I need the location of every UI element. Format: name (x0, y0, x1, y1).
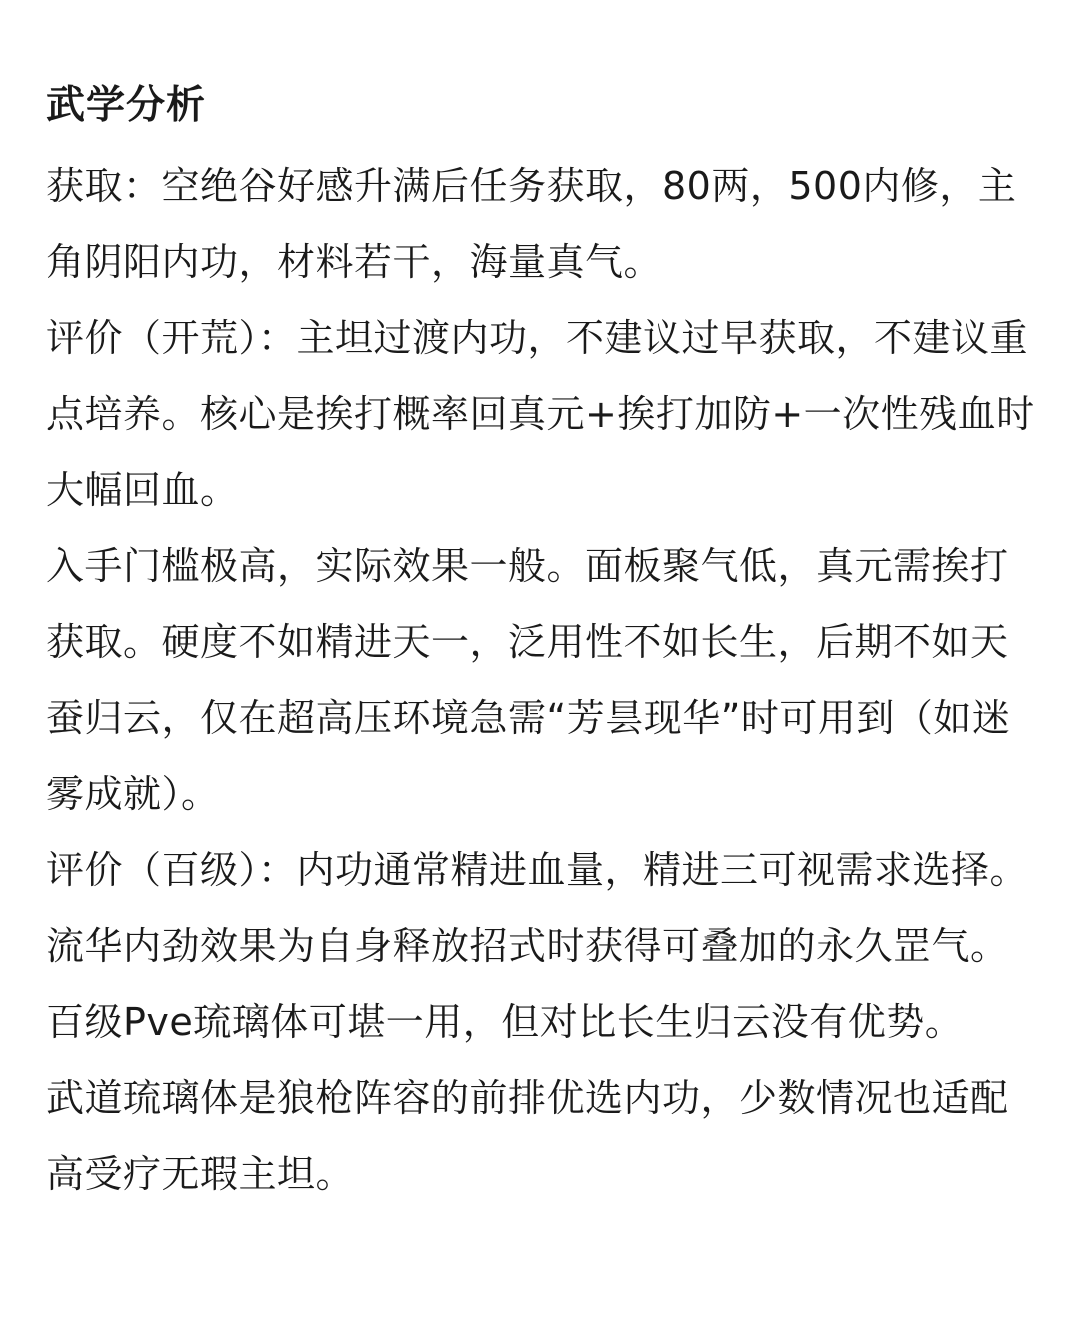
paragraph-evaluation-level100: 评价（百级）：内功通常精进血量，精进三可视需求选择。流华内劲效果为自身释放招式时获得可叠加的永久罡气。百级Pve琉璃体可堪一用，但对比长生归云没有优势。 (46, 848, 1029, 1044)
paragraph-recommendation: 武道琉璃体是狼枪阵容的前排优选内功，少数情况也适配高受疗无瑕主坦。 (46, 1076, 1009, 1196)
article (46, 76, 1036, 1212)
paragraph-threshold: 入手门槛极高，实际效果一般。面板聚气低，真元需挨打获取。硬度不如精进天一，泛用性不如长生，后期不如天蚕归云，仅在超高压环境急需“芳昙现华”时可用到（如迷雾成就）。 (46, 544, 1011, 816)
paragraph-acquisition: 获取：空绝谷好感升满后任务获取，80两，500内修，主角阴阳内功，材料若干，海量真气。 (46, 164, 1017, 284)
article-title: 武学分析 (46, 83, 207, 128)
paragraph-evaluation-early: 评价（开荒）：主坦过渡内功，不建议过早获取，不建议重点培养。核心是挨打概率回真元+挨打加防+一次性残血时大幅回血。 (46, 316, 1035, 512)
